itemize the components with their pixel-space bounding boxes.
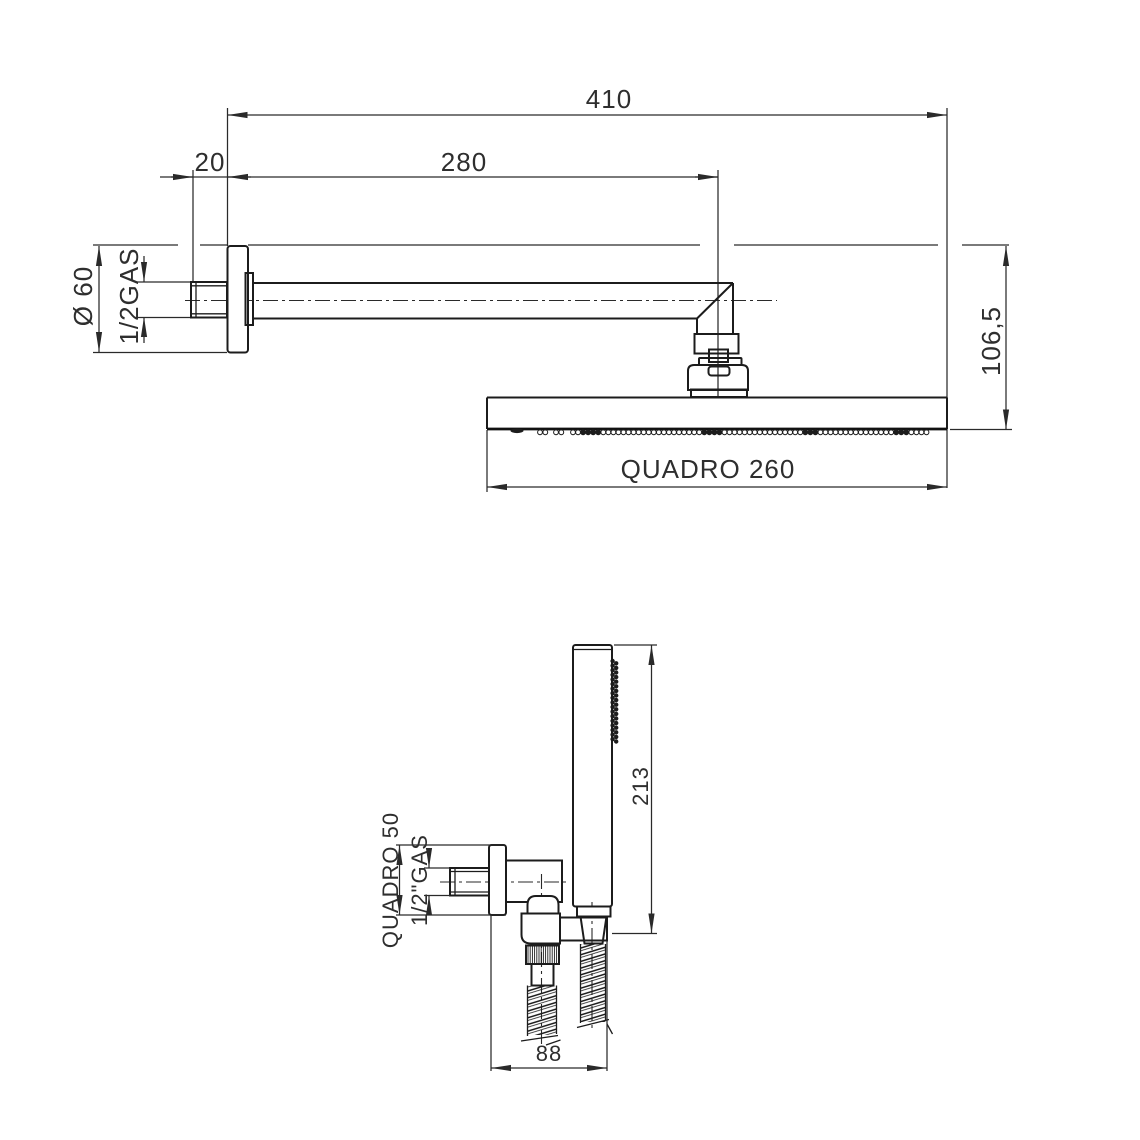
swivel-knuckle-dome bbox=[528, 896, 559, 915]
wall-nipple-thread-lines bbox=[191, 282, 227, 318]
dim-drop-height-label: 106,5 bbox=[976, 305, 1006, 377]
outlet-hose-corrugation bbox=[528, 986, 556, 1035]
nozzle-row bbox=[538, 430, 929, 435]
dim-arm-length-label: 280 bbox=[440, 147, 488, 177]
outlet-escutcheon-plate bbox=[489, 845, 506, 915]
wand-handle-cone bbox=[581, 917, 607, 944]
nozzle-blob bbox=[511, 429, 524, 434]
upper-drawing bbox=[68, 84, 1012, 492]
ball-joint-ball bbox=[709, 367, 730, 376]
knurled-nut-hatching bbox=[528, 947, 557, 964]
bracket-model-label: QUADRO 50 bbox=[378, 811, 403, 949]
bracket-block bbox=[522, 914, 561, 944]
wall-mount bbox=[191, 246, 253, 353]
handset-hose-corrugation bbox=[581, 944, 606, 1022]
lower-drawing bbox=[378, 645, 657, 1071]
dim-flange-diameter-label: Ø 60 bbox=[68, 265, 98, 327]
thread-spec-label-lower: 1/2"GAS bbox=[407, 834, 432, 926]
hose-connector bbox=[532, 964, 554, 986]
dim-handset-length-label: 213 bbox=[628, 766, 653, 806]
thread-spec-label-upper: 1/2GAS bbox=[114, 247, 144, 345]
wand-body bbox=[573, 645, 612, 907]
head-body-outline bbox=[487, 398, 947, 430]
handshower-wand bbox=[573, 645, 618, 907]
head-model-label: QUADRO 260 bbox=[620, 454, 796, 484]
gas-thread-extension-lines bbox=[137, 282, 191, 318]
lower-centerlines bbox=[440, 874, 592, 1044]
arm-tube bbox=[252, 283, 733, 334]
wand-spray-face-dots bbox=[611, 659, 618, 743]
dim-outlet-spacing-label: 88 bbox=[535, 1041, 563, 1066]
dim-wall-offset-label: 20 bbox=[194, 147, 226, 177]
dim-overall-reach-label: 410 bbox=[585, 84, 633, 114]
wand-retainer-nut bbox=[577, 907, 611, 917]
elbow-nut bbox=[695, 334, 739, 354]
rain-shower-head bbox=[487, 398, 947, 435]
